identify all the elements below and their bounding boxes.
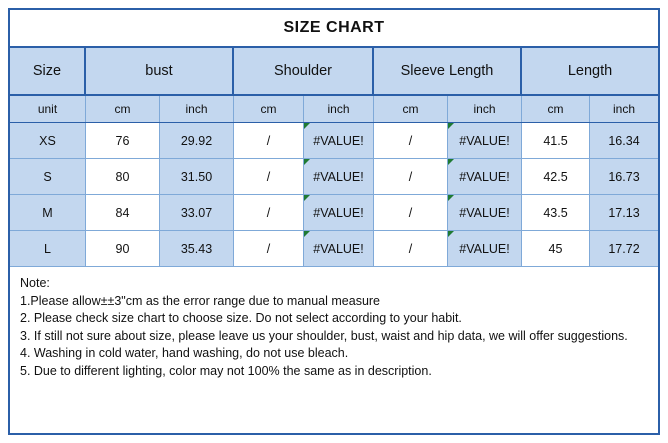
unit-cell-shoulder-inch: inch [304, 96, 374, 122]
cell-bust-inch: 31.50 [160, 159, 234, 194]
cell-length-inch: 17.72 [590, 231, 658, 266]
note-heading: Note: [20, 276, 50, 290]
header-group-shoulder-label: Shoulder [273, 63, 333, 79]
header-group-shoulder [234, 48, 374, 94]
table-row [10, 159, 658, 195]
cell-bust-cm: 76 [86, 123, 160, 158]
cell-shoulder-inch: #VALUE! [304, 195, 374, 230]
cell-bust-cm: 90 [86, 231, 160, 266]
header-group-sleeve-length-label: Sleeve Length [400, 63, 494, 79]
unit-cell-bust-cm: cm [86, 96, 160, 122]
chart-title-row [10, 10, 658, 48]
cell-length-inch: 16.34 [590, 123, 658, 158]
cell-bust-cm: 80 [86, 159, 160, 194]
cell-sleeve-cm: / [374, 123, 448, 158]
cell-size: L [10, 231, 86, 266]
cell-sleeve-cm: / [374, 195, 448, 230]
cell-length-inch: 17.13 [590, 195, 658, 230]
note-line-1: 1.Please allow±±3"cm as the error range due to manual measure [20, 293, 381, 308]
cell-sleeve-inch: #VALUE! [448, 123, 522, 158]
cell-bust-inch: 29.92 [160, 123, 234, 158]
page-title: SIZE CHART [283, 19, 385, 36]
unit-cell-sleeve-inch: inch [448, 96, 522, 122]
cell-length-inch: 16.73 [590, 159, 658, 194]
unit-cell-label: unit [10, 96, 86, 122]
notes-section [10, 267, 658, 413]
cell-size: S [10, 159, 86, 194]
header-group-length-label: Length [567, 63, 613, 79]
table-row [10, 231, 658, 267]
note-line-5: 5. Due to different lighting, color may not 100% the same as in description. [20, 363, 432, 378]
header-group-length [522, 48, 658, 94]
header-group-bust-label: bust [145, 63, 173, 79]
cell-shoulder-cm: / [234, 195, 304, 230]
header-unit-row [10, 96, 658, 123]
header-group-bust [86, 48, 234, 94]
cell-shoulder-inch: #VALUE! [304, 231, 374, 266]
header-group-row [10, 48, 658, 96]
cell-sleeve-cm: / [374, 159, 448, 194]
cell-shoulder-cm: / [234, 123, 304, 158]
cell-bust-inch: 35.43 [160, 231, 234, 266]
cell-length-cm: 45 [522, 231, 590, 266]
unit-cell-length-inch: inch [612, 102, 635, 116]
unit-cell-length-cm: cm [522, 96, 590, 122]
cell-shoulder-inch: #VALUE! [304, 159, 374, 194]
cell-sleeve-inch: #VALUE! [448, 159, 522, 194]
unit-cell-shoulder-cm: cm [234, 96, 304, 122]
cell-bust-cm: 84 [86, 195, 160, 230]
cell-shoulder-cm: / [234, 231, 304, 266]
cell-length-cm: 42.5 [522, 159, 590, 194]
cell-sleeve-cm: / [374, 231, 448, 266]
unit-cell-sleeve-cm: cm [374, 96, 448, 122]
header-group-size-label: Size [32, 63, 62, 79]
cell-length-cm: 43.5 [522, 195, 590, 230]
table-row [10, 195, 658, 231]
note-line-2: 2. Please check size chart to choose size. Do not select according to your habit. [20, 311, 462, 325]
unit-cell-bust-inch: inch [160, 96, 234, 122]
note-line-4: 4. Washing in cold water, hand washing, do not use bleach. [20, 346, 349, 360]
note-line-3: 3. If still not sure about size, please leave us your shoulder, bust, waist and hip data, we will offer suggestions. [20, 328, 628, 343]
size-chart-sheet [8, 8, 660, 435]
cell-sleeve-inch: #VALUE! [448, 231, 522, 266]
cell-length-cm: 41.5 [522, 123, 590, 158]
cell-size: M [10, 195, 86, 230]
cell-shoulder-inch: #VALUE! [304, 123, 374, 158]
cell-sleeve-inch: #VALUE! [448, 195, 522, 230]
cell-size: XS [10, 123, 86, 158]
cell-shoulder-cm: / [234, 159, 304, 194]
cell-bust-inch: 33.07 [160, 195, 234, 230]
table-row [10, 123, 658, 159]
header-group-sleeve-length [374, 48, 522, 94]
header-group-size [10, 48, 86, 94]
